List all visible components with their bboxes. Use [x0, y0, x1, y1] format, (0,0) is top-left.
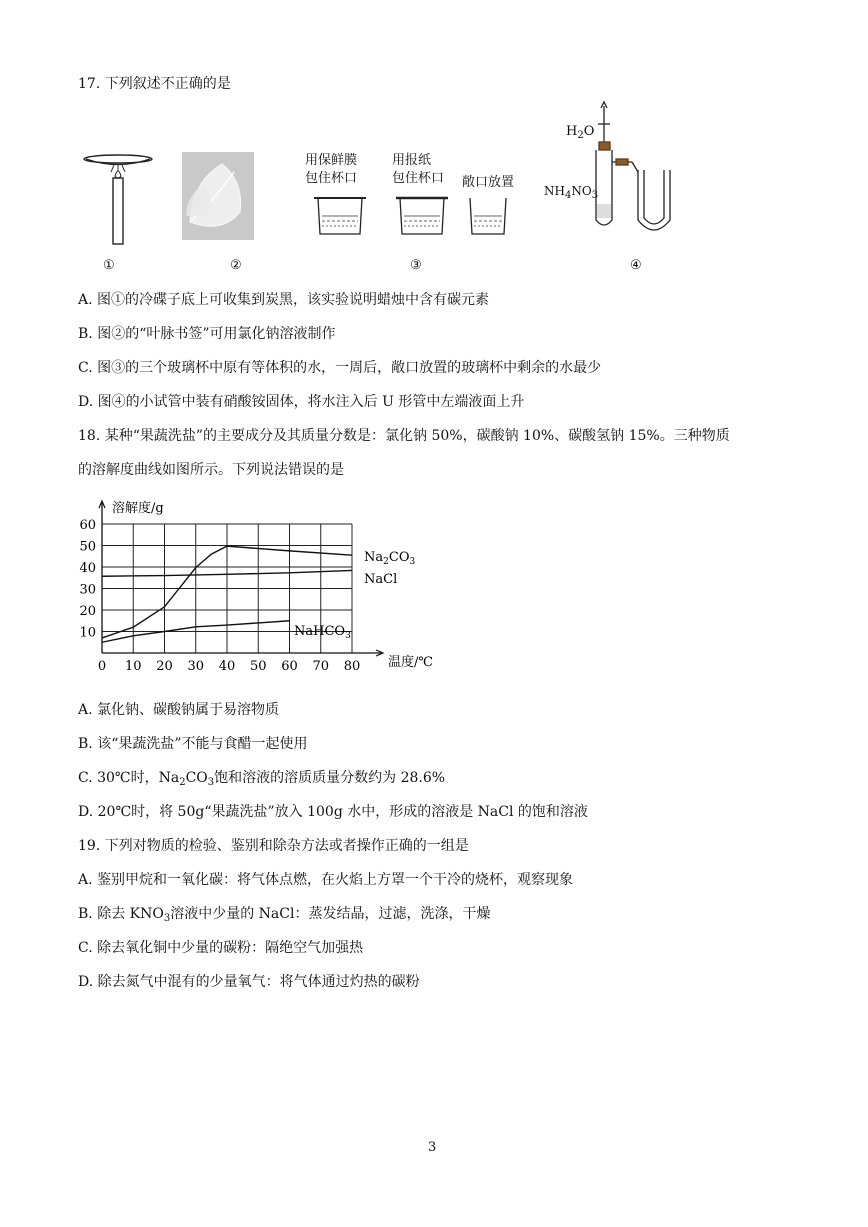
series-label-nahco3: NaHCO$_3$	[294, 624, 351, 641]
chart-ylabel: 溶解度/g	[112, 501, 164, 516]
fig3-label-open: 敞口放置	[462, 175, 515, 190]
q17-stem: 17. 下列叙述不正确的是	[78, 76, 231, 92]
series-label-na2co3: $Na_2CO_3$	[364, 550, 416, 567]
chart-xlabel: 温度/℃	[388, 655, 433, 670]
q17-option-a: A. 图①的冷碟子底上可收集到炭黑，该实验说明蜡烛中含有碳元素	[78, 292, 490, 308]
q19-option-c: C. 除去氧化铜中少量的碳粉：隔绝空气加强热	[78, 940, 364, 956]
chart-ticks	[79, 518, 360, 674]
fig3-label-film-2: 包住杯口	[305, 171, 358, 186]
q18-stem-line1: 18. 某种“果蔬洗盐”的主要成分及其质量分数是：氯化钠 50%，碳酸钠 10%、碳酸氢钠 15%。三种物质	[78, 428, 730, 444]
y-tick-label: 50	[79, 539, 96, 555]
fig1-caption: ①	[103, 258, 115, 273]
fig3-label-paper-2: 包住杯口	[392, 171, 445, 186]
y-tick-label: 60	[79, 518, 96, 533]
x-tick-label: 10	[124, 659, 142, 674]
q17-option-c: C. 图③的三个玻璃杯中原有等体积的水，一周后，敞口放置的玻璃杯中剩余的水最少	[78, 360, 602, 376]
x-tick-label: 50	[249, 659, 267, 674]
fig1-candle-dish	[78, 150, 158, 250]
q18-stem-line2: 的溶解度曲线如图所示。下列说法错误的是	[78, 462, 344, 478]
y-tick-label: 30	[79, 582, 96, 598]
q17-option-d: D. 图④的小试管中装有硝酸铵固体，将水注入后 U 形管中左端液面上升	[78, 394, 525, 410]
fig3-label-film-1: 用保鲜膜	[305, 153, 358, 168]
q18-option-b: B. 该“果蔬洗盐”不能与食醋一起使用	[78, 736, 308, 752]
fig4-label-salt: $NH_4NO_3$	[544, 184, 599, 201]
fig3-caption: ③	[410, 258, 422, 273]
q19-option-d: D. 除去氮气中混有的少量氧气：将气体通过灼热的碳粉	[78, 974, 420, 990]
fig4-u-tube-apparatus	[588, 100, 698, 250]
x-tick-label: 40	[218, 659, 236, 674]
fig2-caption: ②	[230, 258, 242, 273]
q19-option-a: A. 鉴别甲烷和一氧化碳：将气体点燃，在火焰上方罩一个干冷的烧杯，观察现象	[78, 872, 574, 888]
q17-option-b: B. 图②的“叶脉书签”可用氯化钠溶液制作	[78, 326, 336, 342]
y-tick-label: 10	[79, 625, 96, 641]
x-tick-label: 30	[187, 659, 205, 674]
solubility-chart	[70, 492, 450, 692]
fig3-label-paper-1: 用报纸	[392, 153, 432, 168]
q18-option-d: D. 20℃时，将 50g“果蔬洗盐”放入 100g 水中，形成的溶液是 NaCl 的饱和溶液	[78, 804, 588, 820]
x-tick-label: 60	[281, 659, 298, 674]
q19-stem: 19. 下列对物质的检验、鉴别和除杂方法或者操作正确的一组是	[78, 838, 469, 854]
x-tick-label: 20	[156, 659, 173, 674]
q18-option-a: A. 氯化钠、碳酸钠属于易溶物质	[78, 702, 280, 718]
q19-option-b: B. 除去 $KNO_3$溶液中少量的 NaCl：蒸发结晶，过滤，洗涤，干燥	[78, 906, 491, 924]
x-tick-label: 70	[312, 659, 330, 674]
page-number: 3	[428, 1140, 437, 1155]
y-tick-label: 40	[79, 561, 96, 576]
fig4-label-water: $H_2O$	[566, 124, 595, 141]
fig2-leaf-bookmark	[182, 152, 254, 240]
x-tick-label: 80	[343, 659, 361, 674]
q18-option-c: C. 30℃时，$Na_2CO_3$饱和溶液的溶质质量分数约为 28.6%	[78, 770, 446, 788]
series-label-nacl: NaCl	[364, 572, 398, 587]
fig3-beakers	[310, 190, 510, 240]
x-tick-label: 0	[97, 659, 107, 674]
fig4-caption: ④	[630, 258, 642, 273]
y-tick-label: 20	[79, 604, 96, 619]
